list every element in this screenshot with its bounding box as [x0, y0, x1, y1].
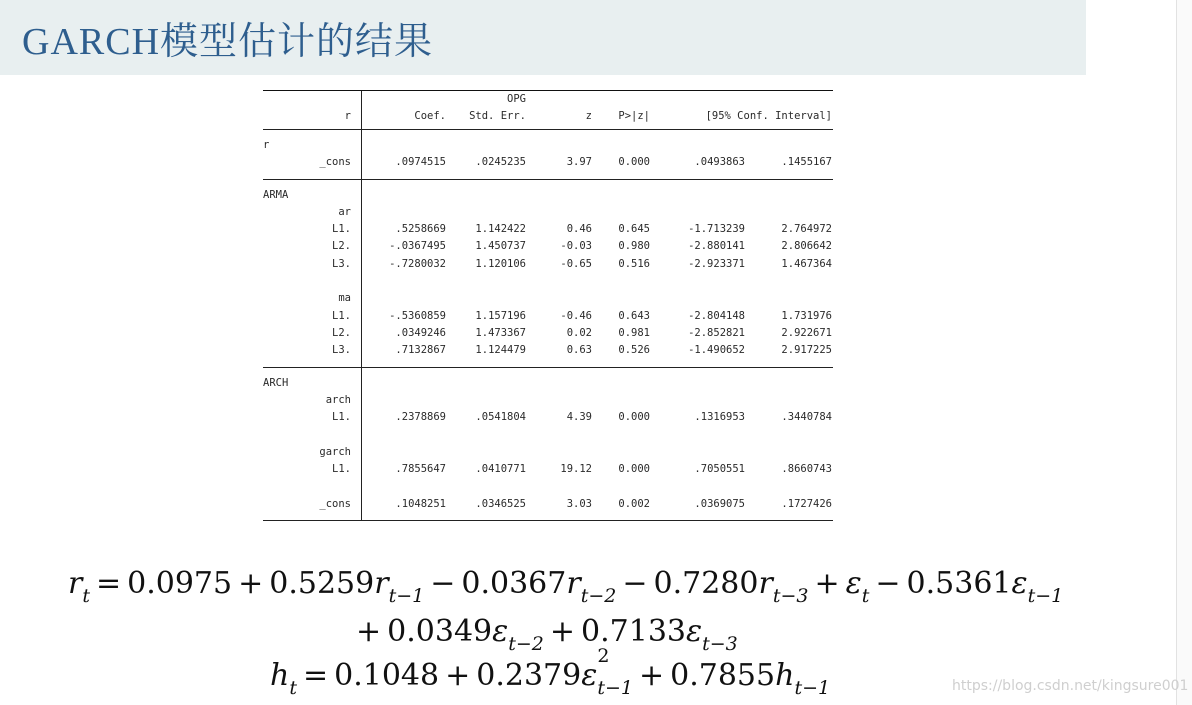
- row-label: L3.: [332, 257, 351, 270]
- ci-upper-value: 2.917225: [781, 344, 832, 357]
- stderr-value: 1.473367: [475, 326, 526, 339]
- table-row: [263, 137, 833, 154]
- p-value: 0.000: [618, 156, 650, 169]
- script-group: 2 $_{t-1}$: [597, 645, 633, 699]
- table-row: [263, 125, 833, 129]
- coef-value: -.5360859: [389, 309, 446, 322]
- script-group: [1027, 566, 1064, 607]
- watermark-text: https://blog.csdn.net/kingsure001: [952, 678, 1189, 694]
- z-value: 0.46: [566, 223, 592, 236]
- table-row: [263, 238, 833, 255]
- ci-lower-value: .1316953: [694, 411, 745, 424]
- ci-lower-value: .7050551: [694, 463, 745, 476]
- variable: r: [758, 566, 773, 601]
- coefficient: 0.7133: [581, 614, 687, 649]
- stderr-value: 1.124479: [475, 344, 526, 357]
- ci-upper-value: .1455167: [781, 156, 832, 169]
- mean-equation: [68, 566, 1064, 607]
- column-divider: [361, 325, 362, 342]
- coefficient: 0.5259: [269, 566, 375, 601]
- variable: ε: [686, 614, 703, 649]
- stderr-value: 1.120106: [475, 257, 526, 270]
- table-row: [263, 256, 833, 273]
- ci-upper-value: 2.806642: [781, 240, 832, 253]
- script-group: [702, 614, 738, 655]
- z-value: 3.97: [566, 156, 592, 169]
- header-depvar: r: [344, 110, 351, 122]
- column-divider: [361, 256, 362, 273]
- coefficient: 0.7855: [670, 658, 776, 693]
- p-value: 0.643: [618, 309, 650, 322]
- table-row: [263, 187, 833, 204]
- coefficient: 0.7280: [653, 566, 759, 601]
- column-divider: [361, 342, 362, 359]
- scrollbar-edge: [1176, 0, 1192, 705]
- variable: r: [566, 566, 581, 601]
- column-divider: [361, 273, 362, 290]
- variable: ε: [581, 658, 598, 693]
- p-value: 0.980: [618, 240, 650, 253]
- subscript: t−3: [702, 633, 738, 655]
- stderr-value: 1.157196: [475, 309, 526, 322]
- row-label: _cons: [319, 497, 351, 510]
- coefficient: 0.5361: [906, 566, 1012, 601]
- table-row: [263, 91, 833, 108]
- section-name: r: [263, 139, 270, 151]
- variable: ε: [1011, 566, 1028, 601]
- p-value: 0.526: [618, 344, 650, 357]
- group-name: ma: [338, 292, 351, 305]
- table-row: [263, 478, 833, 495]
- ci-upper-value: .8660743: [781, 463, 832, 476]
- z-value: -0.65: [560, 257, 592, 270]
- ci-lower-value: -1.713239: [688, 223, 745, 236]
- equals-sign: =: [302, 658, 329, 693]
- group-name: garch: [319, 445, 351, 458]
- column-divider: [361, 137, 362, 154]
- stderr-value: 1.142422: [475, 223, 526, 236]
- table-row: [263, 375, 833, 392]
- header-opg: OPG: [507, 93, 526, 105]
- z-value: 0.63: [566, 344, 592, 357]
- variable: ε: [492, 614, 509, 649]
- z-value: -0.03: [560, 240, 592, 253]
- subscript: t−1: [1027, 585, 1064, 607]
- row-label: L1.: [332, 411, 351, 424]
- z-value: 3.03: [566, 497, 592, 510]
- ci-upper-value: .1727426: [781, 497, 832, 510]
- ci-upper-value: .3440784: [781, 411, 832, 424]
- table-row: [263, 154, 833, 171]
- stderr-value: .0346525: [475, 497, 526, 510]
- z-value: -0.46: [560, 309, 592, 322]
- slide-title: GARCH模型估计的结果: [22, 21, 434, 63]
- script-group: [388, 566, 425, 607]
- table-row: [263, 325, 833, 342]
- subscript: t−2: [580, 585, 617, 607]
- coef-value: -.0367495: [389, 240, 446, 253]
- variable: ε: [845, 566, 862, 601]
- row-label: _cons: [319, 156, 351, 169]
- subscript: t−1: [794, 677, 831, 699]
- row-label: L1.: [332, 309, 351, 322]
- title-bar: [0, 0, 1086, 75]
- column-divider: [361, 204, 362, 221]
- column-divider: [361, 368, 362, 375]
- coef-value: .1048251: [395, 497, 446, 510]
- column-divider: [361, 187, 362, 204]
- lhs-subscript: t: [82, 585, 90, 607]
- variable: h: [775, 658, 795, 693]
- subscript: t−3: [772, 585, 809, 607]
- subscript: t−2: [508, 633, 544, 655]
- column-divider: [361, 409, 362, 426]
- header-pvalue: P>|z|: [618, 110, 650, 122]
- operator: −: [875, 566, 901, 601]
- column-divider: [361, 444, 362, 461]
- column-divider: [361, 172, 362, 179]
- p-value: 0.645: [618, 223, 650, 236]
- column-divider: [361, 108, 362, 125]
- variance-equation: [270, 645, 831, 699]
- script-group: [772, 566, 809, 607]
- header-coef: Coef.: [414, 110, 446, 122]
- regression-table: [263, 90, 833, 521]
- column-divider: [361, 238, 362, 255]
- header-z: z: [585, 110, 592, 122]
- header-conf-interval: [95% Conf. Interval]: [705, 110, 832, 122]
- column-divider: [361, 125, 362, 129]
- table-row: [263, 360, 833, 367]
- lhs-subscript: t: [289, 677, 297, 699]
- stderr-value: 1.450737: [475, 240, 526, 253]
- table-row: [263, 426, 833, 443]
- table-rule: [263, 520, 833, 521]
- coef-value: -.7280032: [389, 257, 446, 270]
- ci-lower-value: -2.852821: [688, 326, 745, 339]
- table-row: [263, 108, 833, 125]
- table-row: [263, 180, 833, 187]
- z-value: 0.02: [566, 326, 592, 339]
- stderr-value: .0410771: [475, 463, 526, 476]
- coefficient: 0.2379: [476, 658, 582, 693]
- variable: r: [374, 566, 389, 601]
- ci-lower-value: -2.804148: [688, 309, 745, 322]
- column-divider: [361, 496, 362, 513]
- header-stderr: Std. Err.: [469, 110, 526, 122]
- operator: +: [445, 658, 471, 693]
- column-divider: [361, 426, 362, 443]
- subscript: t−1: [388, 585, 425, 607]
- ci-lower-value: -2.923371: [688, 257, 745, 270]
- column-divider: [361, 308, 362, 325]
- table-row: [263, 496, 833, 513]
- stderr-value: .0541804: [475, 411, 526, 424]
- subscript: t: [861, 585, 870, 607]
- column-divider: [361, 375, 362, 392]
- operator: −: [622, 566, 648, 601]
- section-name: ARCH: [263, 376, 289, 389]
- column-divider: [361, 461, 362, 478]
- coef-value: .0349246: [395, 326, 446, 339]
- table-row: [263, 172, 833, 179]
- column-divider: [361, 180, 362, 187]
- lhs-variable: r: [68, 566, 83, 601]
- ci-upper-value: 2.764972: [781, 223, 832, 236]
- coef-value: .0974515: [395, 156, 446, 169]
- group-name: ar: [338, 205, 351, 218]
- stderr-value: .0245235: [475, 156, 526, 169]
- column-divider: [361, 478, 362, 495]
- script-group: [580, 566, 617, 607]
- group-name: arch: [325, 393, 351, 406]
- ci-lower-value: .0369075: [694, 497, 745, 510]
- subscript: t−1: [597, 677, 633, 699]
- column-divider: [361, 513, 362, 520]
- row-label: L2.: [332, 240, 351, 253]
- table-row: [263, 409, 833, 426]
- table-row: [263, 342, 833, 359]
- coefficient: 0.0367: [461, 566, 567, 601]
- table-row: [263, 308, 833, 325]
- operator: +: [356, 614, 382, 649]
- z-value: 4.39: [566, 411, 592, 424]
- coef-value: .5258669: [395, 223, 446, 236]
- column-divider: [361, 360, 362, 367]
- mean-equation-continuation: [350, 614, 738, 655]
- p-value: 0.000: [618, 463, 650, 476]
- table-row: [263, 444, 833, 461]
- operator: +: [238, 566, 264, 601]
- row-label: L1.: [332, 223, 351, 236]
- coefficient: 0.1048: [334, 658, 440, 693]
- table-row: [263, 221, 833, 238]
- row-label: L2.: [332, 326, 351, 339]
- equals-sign: =: [95, 566, 122, 601]
- ci-lower-value: -2.880141: [688, 240, 745, 253]
- operator: +: [814, 566, 840, 601]
- p-value: 0.981: [618, 326, 650, 339]
- lhs-variable: h: [270, 658, 290, 693]
- script-group: [861, 566, 870, 607]
- coef-value: .2378869: [395, 411, 446, 424]
- coefficient: 0.0975: [127, 566, 233, 601]
- column-divider: [361, 221, 362, 238]
- coef-value: .7132867: [395, 344, 446, 357]
- row-label: L3.: [332, 344, 351, 357]
- table-row: [263, 461, 833, 478]
- table-row: [263, 392, 833, 409]
- table-row: [263, 513, 833, 520]
- row-label: L1.: [332, 463, 351, 476]
- p-value: 0.002: [618, 497, 650, 510]
- p-value: 0.516: [618, 257, 650, 270]
- script-group: [794, 658, 831, 699]
- ci-lower-value: .0493863: [694, 156, 745, 169]
- p-value: 0.000: [618, 411, 650, 424]
- column-divider: [361, 91, 362, 108]
- table-row: [263, 130, 833, 137]
- column-divider: [361, 392, 362, 409]
- column-divider: [361, 290, 362, 307]
- operator: +: [549, 614, 576, 649]
- script-group: [508, 614, 544, 655]
- column-divider: [361, 154, 362, 171]
- section-name: ARMA: [263, 188, 289, 201]
- z-value: 19.12: [560, 463, 592, 476]
- operator: −: [430, 566, 456, 601]
- ci-lower-value: -1.490652: [688, 344, 745, 357]
- coefficient: 0.0349: [387, 614, 493, 649]
- ci-upper-value: 1.731976: [781, 309, 832, 322]
- table-row: [263, 273, 833, 290]
- table-row: [263, 204, 833, 221]
- ci-upper-value: 2.922671: [781, 326, 832, 339]
- table-row: [263, 290, 833, 307]
- coef-value: .7855647: [395, 463, 446, 476]
- table-row: [263, 368, 833, 375]
- operator: +: [638, 658, 665, 693]
- ci-upper-value: 1.467364: [781, 257, 832, 270]
- column-divider: [361, 130, 362, 137]
